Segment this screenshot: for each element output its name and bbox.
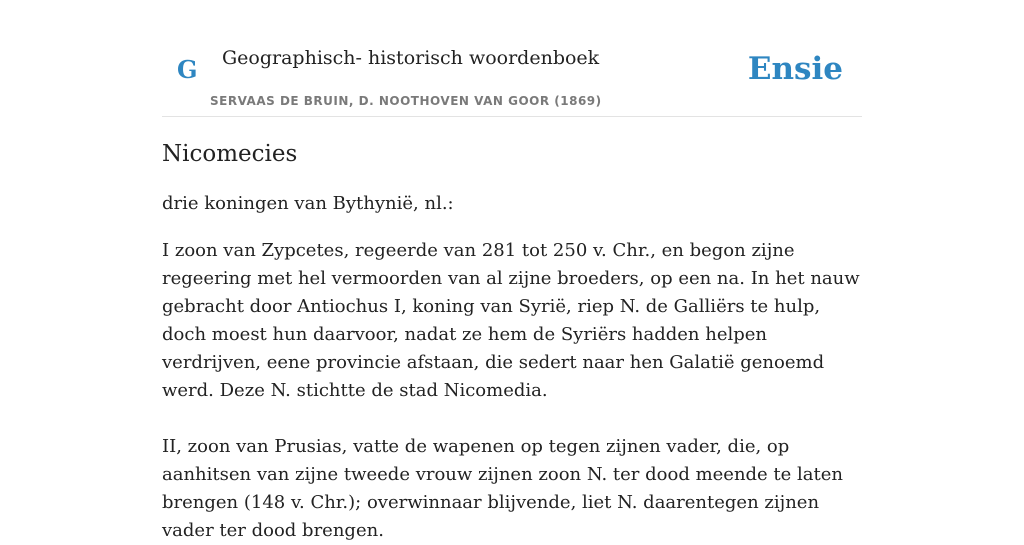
entry-paragraph: I zoon van Zypcetes, regeerde van 281 tot 250 v. Chr., en begon zijne regeering met hel vermoorden van al zijne broeders, op een na. In het nauw gebracht door Antiochus I, koning van Syrië, riep N. de Galliërs te hulp, doch moest hun daarvoor, nadat ze hem de Syriërs hadden helpen verdrijven, eene provincie afstaan, die sedert naar hen Galatië genoemd werd. Deze N. stichtte de stad Nicomedia. [162,240,860,401]
dictionary-header [162,0,862,117]
dictionary-logo[interactable]: G [177,55,198,84]
entry-paragraph: II, zoon van Prusias, vatte de wapenen op tegen zijnen vader, die, op aanhitsen van zijne tweede vrouw zijnen zoon N. ter dood meende te laten brengen (148 v. Chr.); overwinnaar blijvende, liet N. daarentegen zijnen vader ter dood brengen. [162,436,844,541]
dictionary-authors: SERVAAS DE BRUIN, D. NOOTHOVEN VAN GOOR (1869) [210,94,602,108]
dictionary-title[interactable]: Geographisch- historisch woordenboek [222,47,600,69]
entry-content [162,138,862,545]
entry-intro: drie koningen van Bythynië, nl.: [162,193,454,214]
entry-title: Nicomecies [162,141,298,167]
ensie-brand-link[interactable]: Ensie [747,51,843,87]
